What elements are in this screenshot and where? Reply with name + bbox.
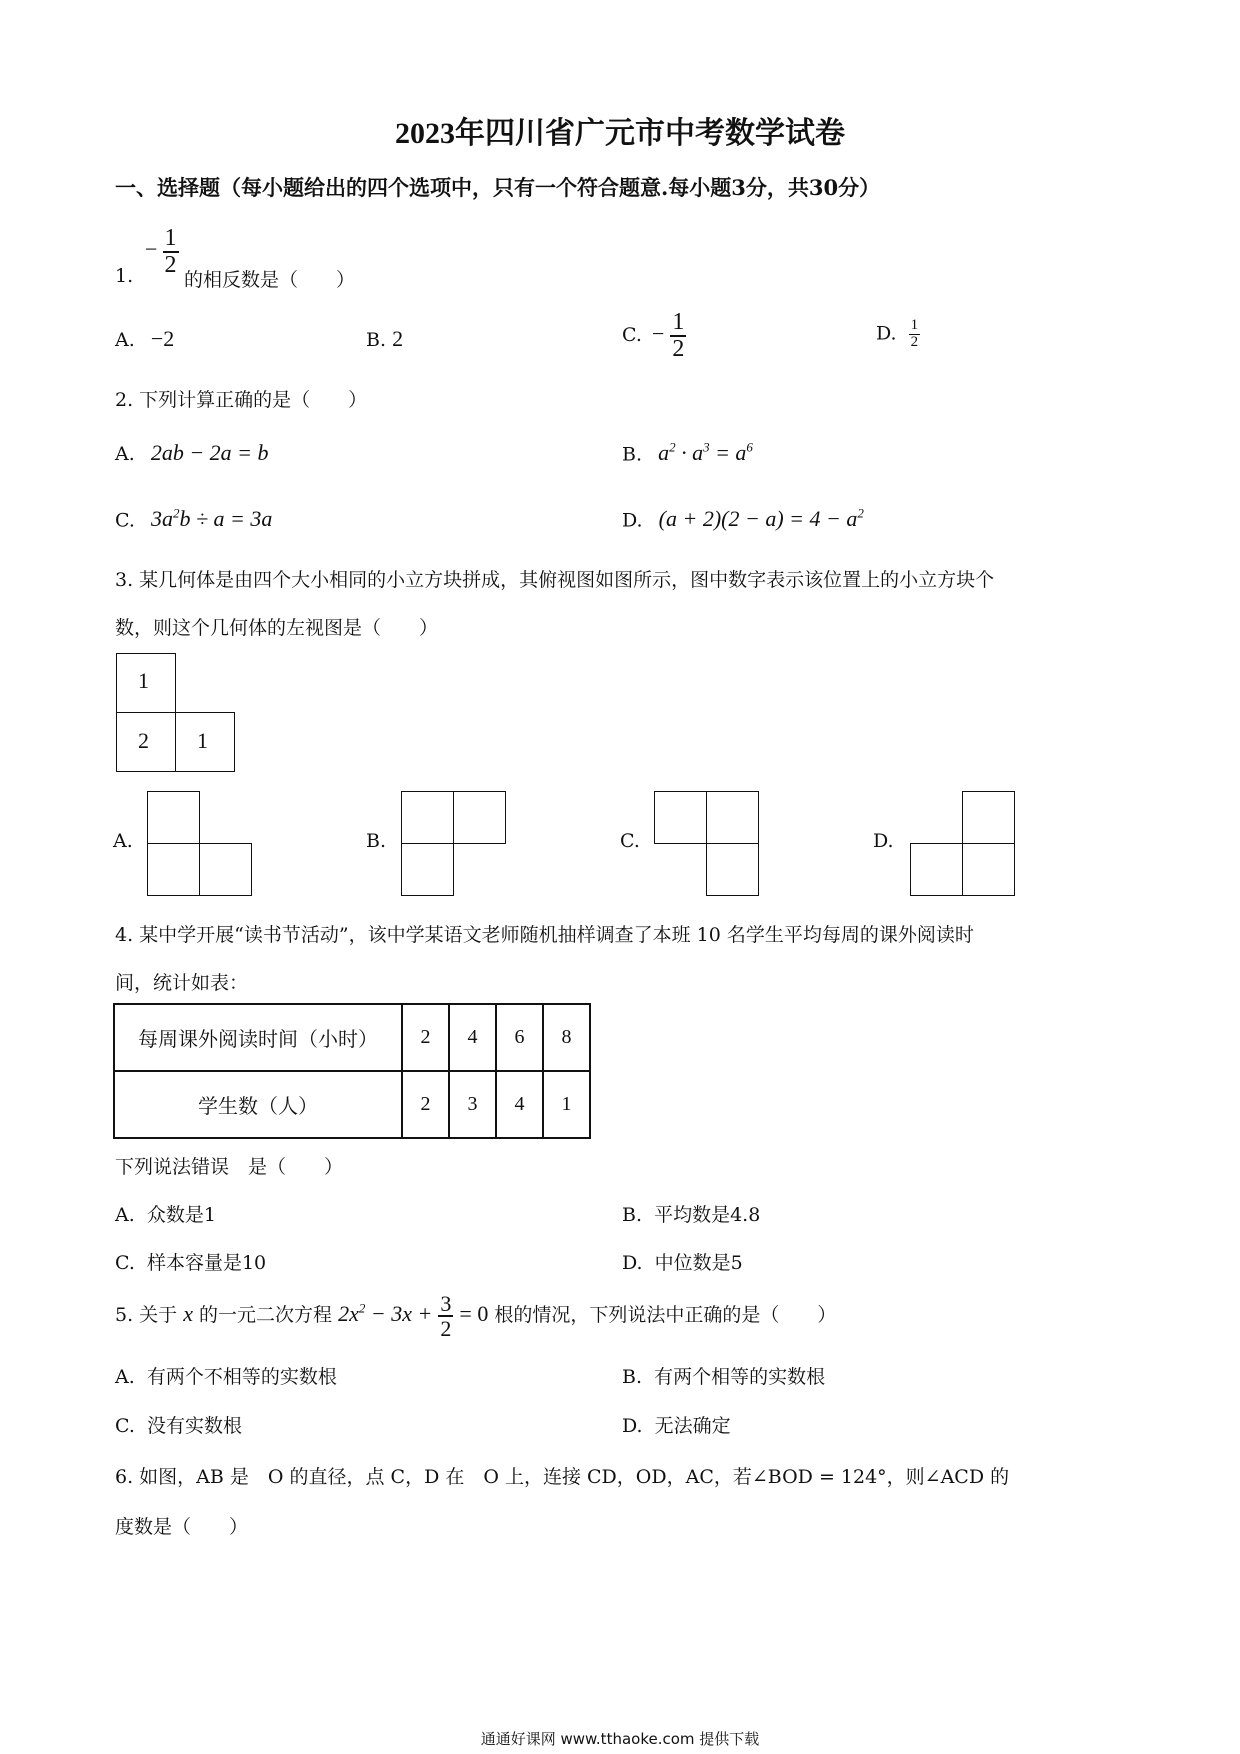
option-text: 有两个不相等的实数根 — [146, 1366, 337, 1388]
table-cell: 3 — [449, 1071, 496, 1138]
q2-option-b[interactable] — [622, 440, 753, 466]
table-row-header: 每周课外阅读时间（小时） — [114, 1004, 402, 1071]
q5-option-c[interactable] — [115, 1411, 242, 1438]
option-frac-den: 2 — [672, 336, 685, 363]
q3-option-b-label[interactable]: B. — [366, 830, 387, 852]
option-text: b ÷ a = 3a — [179, 506, 273, 532]
q3-option-c-label[interactable]: C. — [620, 830, 640, 852]
q6-stem-line2: 度数是（ ） — [115, 1516, 249, 1538]
q1-fraction — [145, 226, 179, 278]
q4-data-table — [113, 1003, 591, 1139]
option-label: D. — [876, 322, 897, 345]
q5-frac-den: 2 — [440, 1316, 452, 1342]
table-cell: 2 — [402, 1071, 449, 1138]
table-cell: 4 — [449, 1004, 496, 1071]
page-title: 2023年四川省广元市中考数学试卷 — [395, 117, 845, 150]
view-cell — [706, 791, 759, 844]
table-cell: 8 — [543, 1004, 590, 1071]
option-text: 没有实数根 — [146, 1415, 242, 1437]
q1-number: 1. — [115, 265, 134, 287]
option-text: 中位数是5 — [654, 1252, 743, 1274]
q5-text: 5. 关于 — [115, 1304, 178, 1327]
q3-stem-line2: 数，则这个几何体的左视图是（ ） — [115, 617, 439, 639]
option-frac-den: 2 — [910, 333, 919, 350]
option-frac-num: 1 — [910, 317, 919, 333]
option-text: 2ab − 2a = b — [150, 440, 269, 465]
option-label: C. — [115, 1252, 135, 1274]
option-label: B. — [366, 329, 387, 351]
q1-option-d[interactable] — [876, 318, 920, 351]
option-label: A. — [115, 443, 135, 465]
footer-credit: 通通好课网 www.tthaoke.com 提供下载 — [480, 1730, 760, 1748]
view-cell — [401, 843, 454, 896]
view-cell — [910, 843, 963, 896]
option-text: 平均数是4.8 — [654, 1204, 761, 1226]
option-label: B. — [622, 1366, 643, 1388]
table-cell: 6 — [496, 1004, 543, 1071]
table-cell: 2 — [402, 1004, 449, 1071]
exponent: 2 — [669, 440, 676, 455]
option-label: C. — [622, 324, 642, 347]
option-text: a — [658, 440, 670, 466]
q1-option-c[interactable] — [622, 310, 686, 362]
q1-frac-num: 1 — [163, 226, 179, 253]
option-label: A. — [115, 1204, 135, 1226]
q4-option-d[interactable] — [622, 1248, 743, 1275]
top-view-number: 1 — [138, 668, 149, 693]
view-cell — [147, 843, 200, 896]
q5-option-a[interactable] — [115, 1362, 337, 1389]
q2-stem: 2. 下列计算正确的是（ ） — [115, 389, 368, 411]
q2-option-c[interactable] — [115, 506, 272, 532]
q5-option-d[interactable] — [622, 1411, 731, 1438]
q4-option-c[interactable] — [115, 1248, 266, 1275]
option-label: A. — [115, 1366, 135, 1388]
option-frac-num: 1 — [670, 310, 686, 337]
q5-equation: − 3x + — [365, 1301, 433, 1327]
q4-question: 下列说法错误 是（ ） — [115, 1156, 344, 1178]
q2-option-d[interactable] — [622, 506, 864, 532]
exponent: 2 — [172, 506, 180, 521]
q5-text: 根的情况，下列说法中正确的是（ ） — [494, 1304, 837, 1327]
table-cell: 1 — [543, 1071, 590, 1138]
view-cell — [654, 791, 707, 844]
option-label: D. — [622, 1415, 643, 1437]
option-text: 样本容量是10 — [146, 1252, 267, 1274]
option-label: D. — [622, 1252, 643, 1274]
q3-stem-line1: 3. 某几何体是由四个大小相同的小立方块拼成，其俯视图如图所示，图中数字表示该位置上的小立方块个 — [115, 569, 995, 591]
option-text: −2 — [150, 326, 175, 351]
option-text: 众数是1 — [146, 1204, 216, 1226]
q5-frac-num: 3 — [440, 1291, 452, 1316]
q3-option-a-label[interactable]: A. — [113, 830, 133, 852]
q1-option-a[interactable] — [115, 326, 174, 352]
q4-option-a[interactable] — [115, 1200, 216, 1227]
q4-stem-line1: 4. 某中学开展“读书节活动”，该中学某语文老师随机抽样调查了本班 10 名学生平均每周的课外阅读时 — [115, 924, 974, 946]
view-cell — [962, 843, 1015, 896]
view-cell — [199, 843, 252, 896]
option-label: C. — [115, 509, 135, 532]
option-text: (a + 2)(2 − a) = 4 − a — [658, 506, 858, 532]
option-text: = a — [709, 440, 747, 466]
option-text: 2 — [392, 326, 404, 351]
table-cell: 4 — [496, 1071, 543, 1138]
view-cell — [706, 843, 759, 896]
view-cell — [453, 791, 506, 844]
q5-stem — [115, 1292, 836, 1340]
q1-frac-den: 2 — [164, 252, 177, 279]
q2-option-a[interactable] — [115, 440, 269, 466]
table-row-header: 学生数（人） — [114, 1071, 402, 1138]
top-view-number: 1 — [197, 728, 208, 753]
q1-option-b[interactable] — [366, 326, 403, 352]
q5-text: 的一元二次方程 — [199, 1304, 333, 1327]
option-label: C. — [115, 1415, 135, 1437]
top-view-number: 2 — [138, 728, 149, 753]
q6-stem-line1: 6. 如图，AB 是 O 的直径，点 C，D 在 O 上，连接 CD，OD，AC，若∠BOD = 124°，则∠ACD 的 — [115, 1466, 1010, 1488]
view-cell — [401, 791, 454, 844]
q5-equation: 2x — [338, 1301, 359, 1327]
view-cell — [147, 791, 200, 844]
option-label: A. — [115, 329, 135, 351]
q3-option-d-label[interactable]: D. — [873, 830, 894, 852]
option-label: B. — [622, 443, 643, 466]
q5-variable: x — [183, 1301, 193, 1327]
option-text: 无法确定 — [654, 1415, 731, 1437]
option-text: 有两个相等的实数根 — [654, 1366, 826, 1388]
table-row — [114, 1071, 590, 1138]
q5-equation: = 0 — [459, 1301, 489, 1327]
option-text: 3a — [150, 506, 173, 532]
exponent: 6 — [746, 440, 753, 455]
option-label: D. — [622, 509, 643, 532]
q1-minus: − — [145, 236, 158, 262]
exponent: 2 — [358, 1300, 366, 1316]
option-text: · a — [675, 440, 704, 466]
table-row — [114, 1004, 590, 1071]
exponent: 2 — [857, 506, 864, 521]
option-label: B. — [622, 1204, 643, 1226]
q5-option-b[interactable] — [622, 1362, 825, 1389]
q4-stem-line2: 间，统计如表： — [115, 972, 249, 994]
section-heading: 一、选择题（每小题给出的四个选项中，只有一个符合题意.每小题3分，共30分） — [115, 175, 881, 200]
option-minus: − — [651, 321, 665, 347]
exponent: 3 — [703, 440, 710, 455]
q4-option-b[interactable] — [622, 1200, 760, 1227]
view-cell — [962, 791, 1015, 844]
q1-stem: 的相反数是（ ） — [184, 269, 356, 291]
